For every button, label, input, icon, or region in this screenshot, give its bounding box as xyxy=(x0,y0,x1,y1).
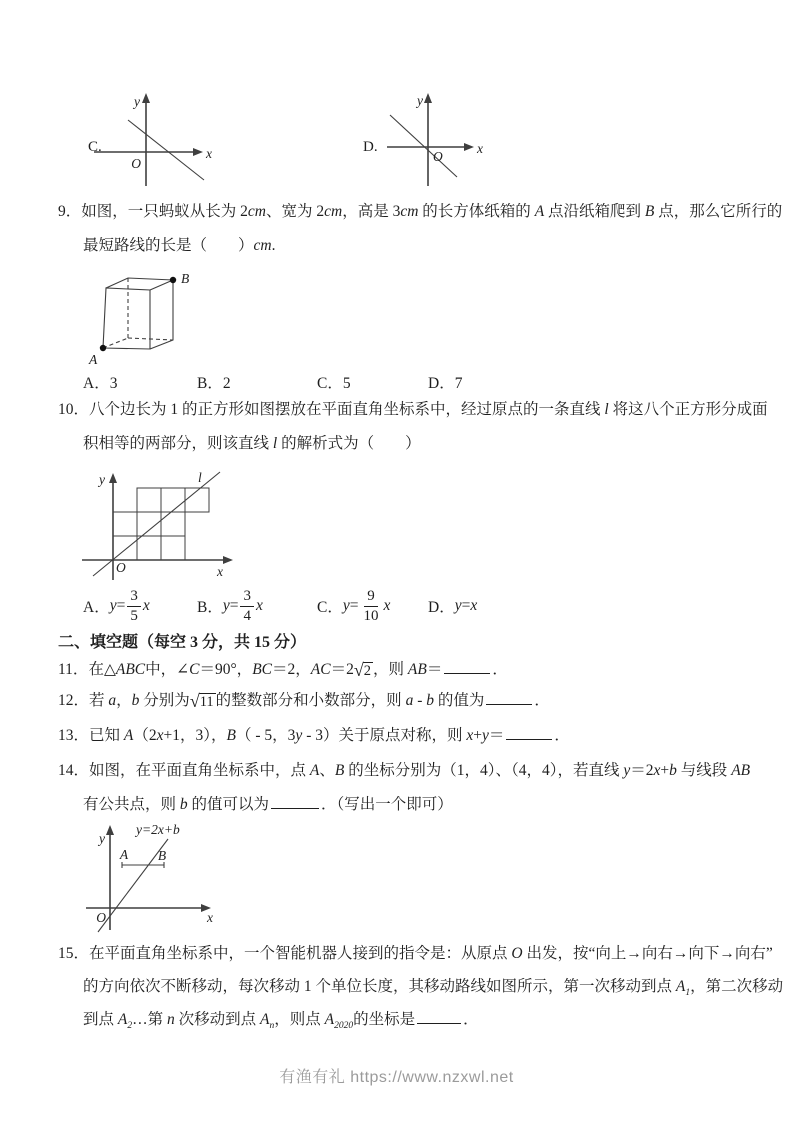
math-variable: A xyxy=(123,727,134,744)
text-run: ， xyxy=(116,692,132,709)
option-d-label: D. xyxy=(363,139,378,155)
text-run: 的坐标是 xyxy=(353,1011,416,1028)
question-9-line-1 xyxy=(58,202,782,222)
point-b-label: B xyxy=(181,271,190,286)
q10-option-b xyxy=(197,584,263,628)
math-variable: y xyxy=(482,727,489,744)
text-run: +1，3）， xyxy=(163,727,227,744)
point-b-dot xyxy=(170,277,176,283)
question-11 xyxy=(58,660,508,680)
math-variable: b xyxy=(426,692,434,709)
question-14-number: 14． xyxy=(58,762,90,779)
math-variable: O xyxy=(511,945,523,962)
text-run: 、宽为 2 xyxy=(265,203,325,220)
fraction xyxy=(127,589,141,624)
option-c-label: C. xyxy=(88,139,102,155)
math-variable: y xyxy=(222,597,230,614)
question-14-line-1 xyxy=(58,761,750,781)
question-10-line-2 xyxy=(83,434,421,454)
math-variable: cm xyxy=(253,237,272,254)
math-variable: cm xyxy=(247,203,266,220)
question-15-line-1 xyxy=(58,944,773,964)
answer-blank xyxy=(417,1021,461,1024)
text-run: 若 xyxy=(89,692,109,709)
line-l-label: l xyxy=(198,470,202,485)
text-run: ＝ xyxy=(426,661,443,678)
line-segment-figure xyxy=(80,822,228,934)
y-axis-arrow xyxy=(109,473,117,483)
text-run: ． xyxy=(534,692,550,709)
point-b-label: B xyxy=(157,848,167,863)
fraction-denominator: 10 xyxy=(363,607,379,624)
question-10-number: 10． xyxy=(58,401,90,418)
text-run: = xyxy=(349,597,359,614)
math-variable: x xyxy=(156,727,164,744)
math-variable: x xyxy=(466,727,474,744)
option-letter: B． xyxy=(197,599,223,616)
cuboid-figure xyxy=(85,264,200,370)
text-run: 的长方体纸箱的 xyxy=(418,203,535,220)
math-variable: x xyxy=(653,762,661,779)
math-variable: cm xyxy=(324,203,343,220)
text-run: 次移动到点 xyxy=(174,1011,261,1028)
math-variable: b xyxy=(669,762,677,779)
subscript-index: 1 xyxy=(685,988,691,998)
text-run: 在平面直角坐标系中，一个智能机器人接到的指令是：从原点 xyxy=(89,945,512,962)
question-10-line-1 xyxy=(58,400,768,420)
question-11-text xyxy=(88,661,507,678)
fraction xyxy=(240,589,254,624)
text-run: ＝90°， xyxy=(199,661,253,678)
math-variable: BC xyxy=(252,661,272,678)
text-run: 将这八个正方形分成面 xyxy=(608,401,768,418)
math-variable: b xyxy=(179,796,188,813)
x-axis-label: x xyxy=(477,141,483,156)
text-run: 在△ xyxy=(88,661,116,678)
text-run: 如图，一只蚂蚁从长为 2 xyxy=(81,203,248,220)
math-variable: AB xyxy=(407,661,427,678)
math-variable: x xyxy=(470,597,478,614)
math-variable: y xyxy=(342,597,350,614)
radical-sign: √ xyxy=(353,660,364,680)
math-variable: x xyxy=(383,597,391,614)
question-14-text xyxy=(89,762,750,779)
question-14-line-2 xyxy=(83,795,453,815)
answer-blank xyxy=(271,806,319,809)
site-watermark: 有渔有礼 https://www.nzxwl.net xyxy=(279,1069,514,1086)
q9-option-b: B．2 xyxy=(197,375,231,392)
subscripted-point: A xyxy=(324,1011,335,1028)
subscript-index: n xyxy=(269,1021,275,1031)
equation-label: y=2x+b xyxy=(136,822,180,837)
text-run: ． xyxy=(463,1011,479,1028)
text-run: 分别为 xyxy=(139,692,190,709)
q10-option-a xyxy=(83,584,150,628)
coordinate-graph-c xyxy=(88,92,223,190)
section-2-header: 二、填空题（每空 3 分，共 15 分） xyxy=(58,634,307,651)
text-run: = xyxy=(229,597,239,614)
text-run: ＝2， xyxy=(272,661,311,678)
text-run: ＝ xyxy=(488,727,505,744)
answer-blank xyxy=(506,737,552,740)
x-axis-arrow xyxy=(223,556,233,564)
q10-option-d xyxy=(428,584,477,628)
x-axis-arrow xyxy=(464,143,474,151)
math-variable: b xyxy=(131,692,140,709)
radical-sign: √ xyxy=(189,691,200,711)
radicand: 11 xyxy=(199,694,214,710)
point-a-label: A xyxy=(119,847,129,862)
question-12-number: 12． xyxy=(58,692,90,709)
text-run: 的值为 xyxy=(433,692,485,709)
question-15-number: 15． xyxy=(58,945,90,962)
math-variable: a xyxy=(405,692,414,709)
y-axis-arrow xyxy=(142,93,150,103)
origin-label: O xyxy=(433,149,443,164)
question-9-number: 9． xyxy=(58,203,82,220)
text-run: ．（写出一个即可） xyxy=(321,796,453,813)
question-9-line-2 xyxy=(83,236,275,256)
text-run: . xyxy=(271,237,276,254)
math-variable: AC xyxy=(310,661,331,678)
fraction xyxy=(360,589,381,624)
square-root xyxy=(354,662,373,679)
text-run: 积相等的两部分，则该直线 xyxy=(83,435,273,452)
origin-label: O xyxy=(116,560,126,575)
text-run: 的坐标分别为（1，4）、（4，4），若直线 xyxy=(344,762,624,779)
math-variable: y xyxy=(623,762,631,779)
question-11-number: 11． xyxy=(58,661,89,678)
math-variable: A xyxy=(309,762,320,779)
math-variable: y xyxy=(454,597,462,614)
question-13 xyxy=(58,726,570,746)
text-run: 出发，按“向上→向右→向下→向右” xyxy=(522,945,773,962)
math-variable: B xyxy=(334,762,345,779)
text-run: 如图，在平面直角坐标系中，点 xyxy=(89,762,310,779)
math-variable: n xyxy=(167,1011,175,1028)
text-run: ＝2 xyxy=(630,762,654,779)
text-run: + xyxy=(660,762,670,779)
text-run: ，则 xyxy=(372,661,408,678)
math-variable: a xyxy=(108,692,117,709)
fraction-denominator: 4 xyxy=(243,607,251,624)
text-run: 已知 xyxy=(89,727,124,744)
text-run: = xyxy=(116,597,126,614)
option-letter: C． xyxy=(317,599,343,616)
fraction-numerator: 3 xyxy=(127,589,141,607)
answer-blank xyxy=(444,671,490,674)
text-run: 的整数部分和小数部分，则 xyxy=(215,692,406,709)
text-run: ． xyxy=(554,727,570,744)
math-variable: x xyxy=(255,597,263,614)
text-run: ，第二次移动 xyxy=(690,978,784,995)
text-run: 有公共点，则 xyxy=(83,796,180,813)
text-run: 的方向依次不断移动，每次移动 1 个单位长度，其移动路线如图所示，第一次移动到点 xyxy=(83,978,676,995)
subscripted-point: A xyxy=(117,1011,128,1028)
subscript-index: 2020 xyxy=(334,1021,354,1031)
text-run: - xyxy=(413,692,427,709)
math-variable: x xyxy=(142,597,150,614)
math-variable: C xyxy=(189,661,200,678)
text-run: ，高是 3 xyxy=(342,203,401,220)
text-run: （2 xyxy=(133,727,157,744)
text-run: = xyxy=(461,597,471,614)
y-axis-arrow xyxy=(424,93,432,103)
text-run: + xyxy=(473,727,482,744)
question-15-line-2 xyxy=(83,977,783,1003)
text-run: ． xyxy=(492,661,508,678)
text-run: 的解析式为（ ） xyxy=(277,435,421,452)
math-variable: y xyxy=(295,727,303,744)
math-variable: ABC xyxy=(115,661,146,678)
point-a-dot xyxy=(100,345,106,351)
text-run: 中，∠ xyxy=(145,661,190,678)
radicand: 2 xyxy=(363,663,371,679)
math-variable: AB xyxy=(731,762,751,779)
y-axis-label: y xyxy=(99,472,105,487)
graph-d-line xyxy=(390,115,457,177)
math-variable: l xyxy=(604,401,609,418)
point-a-label: A xyxy=(89,352,98,367)
option-letter: D． xyxy=(428,599,455,616)
option-letter: A． xyxy=(83,599,110,616)
y-axis-label: y xyxy=(99,831,105,846)
x-axis-label: x xyxy=(217,564,223,579)
text-run: 与线段 xyxy=(676,762,732,779)
fraction-numerator: 9 xyxy=(364,589,378,607)
text-run: 的值可以为 xyxy=(187,796,270,813)
text-run: ＝2 xyxy=(330,661,354,678)
math-variable: B xyxy=(644,203,655,220)
x-axis-label: x xyxy=(206,146,212,161)
math-variable: y xyxy=(109,597,117,614)
question-10-text xyxy=(89,401,768,418)
q10-option-c xyxy=(317,584,390,628)
y-axis-label: y xyxy=(134,94,140,109)
math-variable: l xyxy=(272,435,278,452)
question-15-line-3 xyxy=(83,1010,479,1036)
text-run: 、 xyxy=(319,762,335,779)
fraction-numerator: 3 xyxy=(240,589,254,607)
text-run: ，则点 xyxy=(274,1011,325,1028)
text-run: 点沿纸箱爬到 xyxy=(544,203,645,220)
math-variable: B xyxy=(226,727,236,744)
graph-c-line xyxy=(128,120,204,180)
question-12 xyxy=(58,691,550,711)
math-variable: cm xyxy=(400,203,419,220)
coordinate-graph-d xyxy=(385,92,490,190)
text-run: - 3）关于原点对称，则 xyxy=(302,727,467,744)
text-run: 最短路线的长是（ ） xyxy=(83,237,254,254)
question-9-text xyxy=(81,203,782,220)
question-12-text xyxy=(89,692,550,709)
q9-option-a: A．3 xyxy=(83,375,118,392)
question-15-text xyxy=(89,945,773,962)
x-axis-label: x xyxy=(207,910,213,925)
fraction-denominator: 5 xyxy=(130,607,138,624)
text-run: 到点 xyxy=(83,1011,118,1028)
q9-option-d: D．7 xyxy=(428,375,463,392)
text-run: 八个边长为 1 的正方形如图摆放在平面直角坐标系中，经过原点的一条直线 xyxy=(89,401,605,418)
origin-label: O xyxy=(96,910,106,925)
y-axis-arrow xyxy=(106,825,114,835)
y-axis-label: y xyxy=(417,93,423,108)
answer-blank xyxy=(486,702,532,705)
question-13-number: 13． xyxy=(58,727,90,744)
math-variable: A xyxy=(534,203,545,220)
grid-squares-figure xyxy=(78,468,246,584)
subscripted-point: A xyxy=(675,978,686,995)
text-run: （ - 5，3 xyxy=(236,727,296,744)
origin-label: O xyxy=(131,156,141,171)
subscript-index: 2 xyxy=(127,1021,133,1031)
text-run: 点，那么它所行的 xyxy=(654,203,783,220)
subscripted-point: A xyxy=(260,1011,270,1028)
q9-option-c: C．5 xyxy=(317,375,351,392)
x-axis-arrow xyxy=(193,148,203,156)
question-13-text xyxy=(89,727,570,744)
square-root xyxy=(190,693,216,710)
text-run: …第 xyxy=(132,1011,167,1028)
